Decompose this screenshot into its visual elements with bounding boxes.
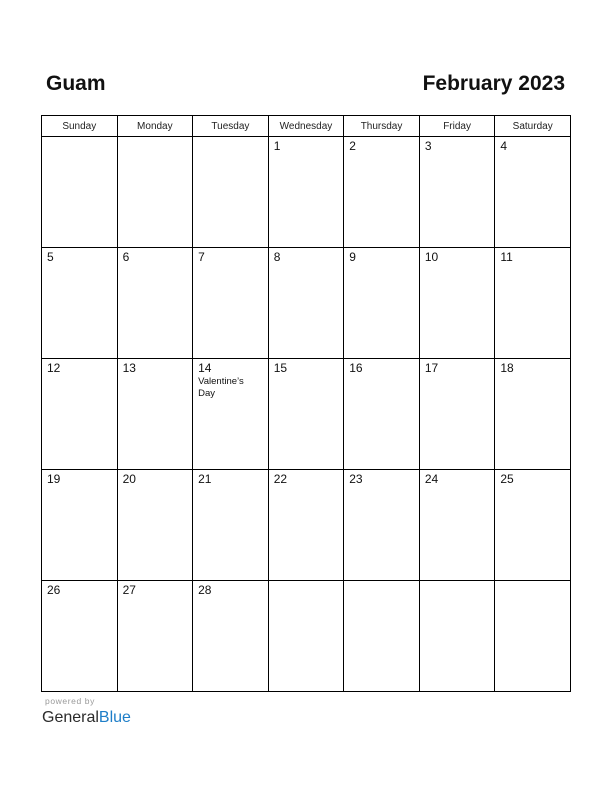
region-title: Guam	[46, 72, 106, 95]
day-number: 18	[500, 361, 514, 375]
day-number: 20	[122, 472, 136, 486]
empty-day-cell	[495, 581, 571, 692]
day-cell	[42, 248, 118, 359]
week-row	[42, 581, 571, 692]
day-number: 17	[424, 361, 439, 375]
day-cell	[344, 359, 420, 470]
day-cell	[419, 470, 495, 581]
day-cell	[117, 581, 193, 692]
weekday-header: Thursday	[344, 116, 420, 137]
day-cell	[344, 248, 420, 359]
empty-day-cell	[193, 137, 269, 248]
empty-day-cell	[117, 137, 193, 248]
day-cell	[419, 359, 495, 470]
day-cell	[268, 248, 344, 359]
footer-branding	[42, 696, 131, 727]
brand-logo-part1: General	[42, 709, 99, 726]
brand-logo	[42, 708, 131, 727]
weekday-header: Monday	[117, 116, 193, 137]
day-cell	[495, 137, 571, 248]
day-cell	[117, 359, 193, 470]
day-number: 16	[349, 361, 363, 375]
day-cell	[193, 581, 269, 692]
day-number: 15	[273, 361, 288, 375]
week-row	[42, 359, 571, 470]
day-number: 24	[424, 472, 439, 486]
day-number: 27	[122, 583, 136, 597]
day-number: 7	[198, 250, 205, 264]
weekday-header: Sunday	[42, 116, 118, 137]
day-number: 10	[424, 250, 439, 264]
day-cell	[419, 137, 495, 248]
day-number: 26	[47, 583, 61, 597]
day-cell	[268, 359, 344, 470]
empty-day-cell	[42, 137, 118, 248]
empty-day-cell	[344, 581, 420, 692]
calendar-grid	[41, 115, 571, 692]
day-number: 28	[198, 583, 212, 597]
day-number: 23	[349, 472, 363, 486]
brand-logo-part2: Blue	[98, 709, 131, 726]
day-cell	[193, 470, 269, 581]
day-number: 19	[47, 472, 61, 486]
day-number: 25	[500, 472, 514, 486]
month-year-title: February 2023	[422, 72, 565, 95]
day-cell	[268, 137, 344, 248]
day-cell	[495, 470, 571, 581]
day-cell	[419, 248, 495, 359]
day-cell	[117, 470, 193, 581]
weekday-header: Wednesday	[268, 116, 344, 137]
day-number: 14	[198, 361, 212, 375]
day-number: 5	[47, 250, 54, 264]
empty-day-cell	[268, 581, 344, 692]
day-cell	[42, 359, 118, 470]
day-number: 1	[273, 139, 281, 153]
weekday-header: Tuesday	[193, 116, 269, 137]
day-cell	[42, 470, 118, 581]
day-cell	[117, 248, 193, 359]
week-row	[42, 137, 571, 248]
weekday-header-row	[42, 116, 571, 137]
day-cell	[495, 248, 571, 359]
day-number: 13	[122, 361, 136, 375]
day-number: 4	[500, 139, 508, 153]
day-number: 8	[273, 250, 281, 264]
week-row	[42, 248, 571, 359]
day-cell	[344, 137, 420, 248]
powered-by-text: powered by	[45, 696, 95, 706]
day-cell	[193, 359, 269, 470]
holiday-label: Valentine’s Day	[198, 376, 244, 399]
day-number: 2	[349, 139, 356, 153]
week-row	[42, 470, 571, 581]
day-cell	[42, 581, 118, 692]
day-number: 9	[349, 250, 356, 264]
day-number: 21	[198, 472, 212, 486]
day-number: 12	[47, 361, 61, 375]
weekday-header: Saturday	[495, 116, 571, 137]
day-cell	[268, 470, 344, 581]
weekday-header: Friday	[419, 116, 495, 137]
day-cell	[344, 470, 420, 581]
day-number: 22	[273, 472, 288, 486]
day-number: 6	[122, 250, 130, 264]
day-cell	[193, 248, 269, 359]
day-cell	[495, 359, 571, 470]
empty-day-cell	[419, 581, 495, 692]
day-number: 11	[500, 250, 513, 264]
day-number: 3	[424, 139, 432, 153]
